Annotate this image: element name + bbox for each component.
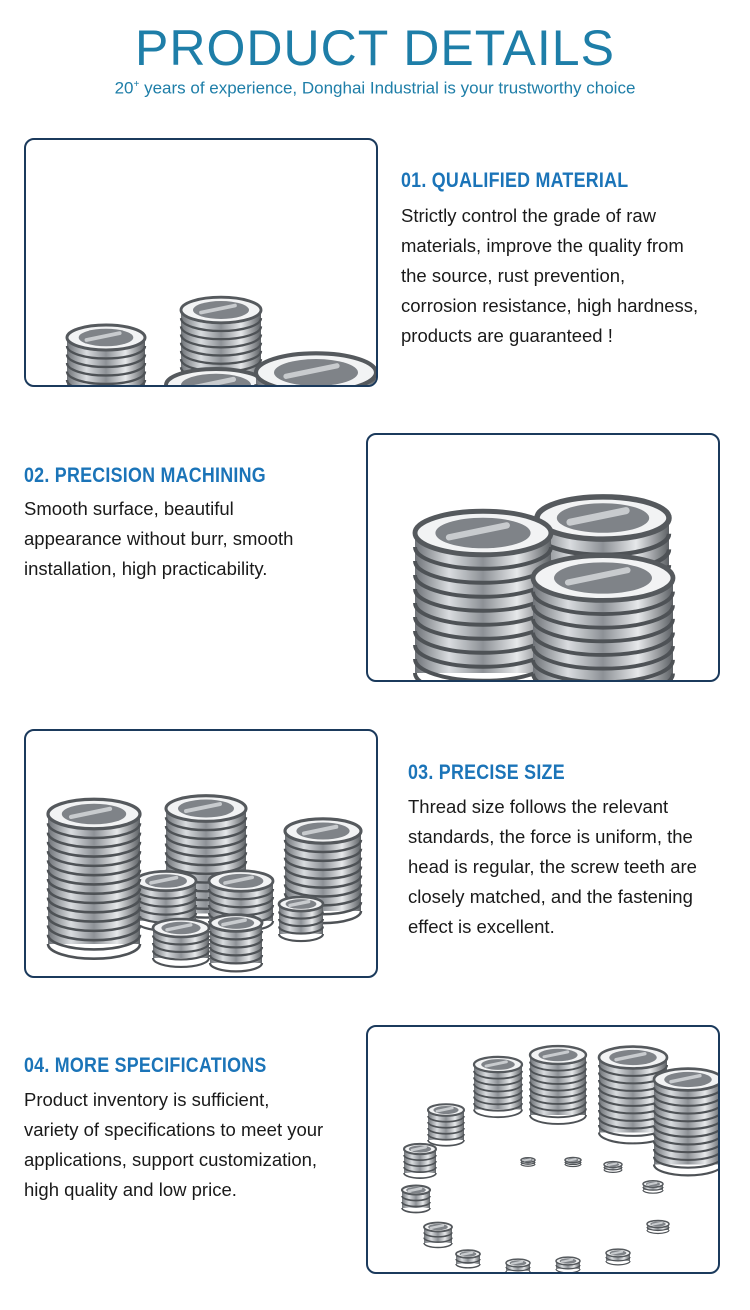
product-image-card-3 [24,729,378,978]
section-title-3: 03. PRECISE SIZE [408,761,565,784]
section-title-1: 01. QUALIFIED MATERIAL [401,169,629,192]
coil-insert-graphic [67,325,145,385]
section-body-1: Strictly control the grade of raw materials, improve the quality from the source, rust prevention, corrosion resistance, high hardness, products are guaranteed ! [401,205,699,346]
coil-insert-graphic [521,1158,535,1166]
coil-insert-graphic [604,1162,622,1173]
coil-insert-graphic [210,915,262,972]
subtitle-years: 20 [114,78,134,98]
coil-insert-graphic [415,511,551,680]
header [0,0,750,110]
subtitle-text: years of experience, Donghai Industrial is your trustworthy choice [139,78,636,98]
section-title-2: 02. PRECISION MACHINING [24,464,266,487]
page-subtitle [0,75,750,99]
coil-insert-graphic [474,1057,522,1117]
product-image-card-2 [366,433,720,682]
subtitle-plus: + [133,79,140,90]
section-body-2: Smooth surface, beautiful appearance without burr, smooth installation, high practicability. [24,498,294,579]
coil-insert-graphic [556,1257,580,1272]
page-title: PRODUCT DETAILS [135,20,615,76]
coil-insert-graphic [279,897,323,941]
section-body-4: Product inventory is sufficient, variety of specifications to meet your applications, support customization, high quality and low price. [24,1089,324,1200]
coil-insert-graphic [153,919,209,967]
coil-inserts-image-2 [368,435,718,680]
product-image-card-4 [366,1025,720,1274]
coil-insert-graphic [565,1157,581,1166]
coil-insert-graphic [506,1259,530,1272]
coil-insert-graphic [530,1046,586,1124]
coil-inserts-image-4 [368,1027,718,1272]
coil-insert-graphic [533,556,673,680]
coil-insert-graphic [428,1104,464,1146]
coil-insert-graphic [424,1223,452,1248]
section-body-3: Thread size follows the relevant standards, the force is uniform, the head is regular, the screw teeth are closely matched, and the fastening effect is excellent. [408,796,697,937]
coil-insert-graphic [647,1220,669,1233]
coil-insert-graphic [256,353,376,385]
coil-insert-graphic [456,1250,480,1268]
coil-insert-graphic [48,799,140,958]
coil-inserts-image-3 [26,731,376,976]
section-title-4: 04. MORE SPECIFICATIONS [24,1054,267,1077]
coil-insert-graphic [402,1186,430,1213]
coil-insert-graphic [643,1181,663,1193]
coil-insert-graphic [606,1249,630,1265]
product-image-card-1 [24,138,378,387]
coil-inserts-image-1 [26,140,376,385]
coil-insert-graphic [404,1144,436,1178]
coil-insert-graphic [654,1069,718,1176]
